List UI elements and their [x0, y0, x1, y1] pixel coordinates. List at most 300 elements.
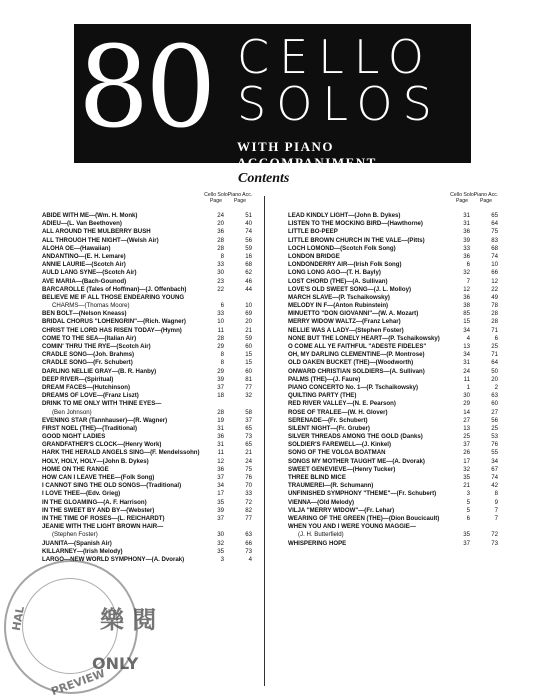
- contents-entry: [288, 237, 502, 245]
- piano-page-number: 8: [494, 490, 498, 498]
- piano-page-number: 10: [245, 302, 252, 310]
- entry-title: FIRST NOEL (THE)—(Traditional): [42, 424, 138, 432]
- piano-page-number: 4: [248, 555, 252, 563]
- watermark-chars: 樂 閱: [100, 606, 157, 634]
- entry-title: WHISPERING HOPE: [288, 539, 347, 547]
- piano-page-number: 71: [491, 326, 498, 334]
- piano-page-number: 73: [491, 539, 498, 547]
- cello-page-number: 8: [220, 359, 224, 367]
- entry-title: ANDANTINO—(E. H. Lemare): [42, 252, 126, 260]
- contents-entry: [42, 441, 256, 449]
- title-number: 80: [78, 23, 213, 153]
- piano-page-number: 32: [245, 392, 252, 400]
- cello-page-number: 11: [463, 375, 470, 383]
- entry-title: LOVE'S OLD SWEET SONG—(J. L. Molloy): [288, 285, 411, 293]
- contents-entry: [42, 351, 256, 359]
- piano-page-number: 60: [491, 400, 498, 408]
- piano-page-number: 44: [245, 285, 252, 293]
- entry-title: ALL AROUND THE MULBERRY BUSH: [42, 228, 151, 236]
- cello-page-number: 17: [463, 457, 470, 465]
- entry-title: HOLY, HOLY, HOLY—(John B. Dykes): [42, 457, 149, 465]
- entry-title: DREAM FACES—(Hutchinson): [42, 383, 131, 391]
- cello-page-number: 8: [220, 252, 224, 260]
- contents-entry: [288, 261, 502, 269]
- contents-entry: [42, 359, 256, 367]
- contents-entry: [42, 212, 256, 220]
- entry-title: DREAMS OF LOVE—(Franz Liszt): [42, 392, 139, 400]
- contents-entry: [288, 286, 502, 294]
- entry-title: I LOVE THEE—(Edv. Grieg): [42, 490, 121, 498]
- contents-entry: [42, 253, 256, 261]
- piano-page-number: 67: [491, 465, 498, 473]
- cello-page-number: 14: [463, 408, 470, 416]
- cello-page-number: 12: [463, 285, 470, 293]
- contents-entry: [42, 294, 256, 302]
- entry-title: SOLDIER'S FAREWELL—(J. Kinkel): [288, 441, 392, 449]
- contents-entry: [42, 310, 256, 318]
- cello-page-number: 37: [217, 474, 224, 481]
- cello-page-number: 37: [463, 441, 470, 449]
- entry-title: LISTEN TO THE MOCKING BIRD—(Hawthorne): [288, 220, 423, 228]
- entry-title: (J. H. Butterfield): [298, 531, 344, 539]
- piano-page-number: 15: [245, 359, 252, 367]
- contents-entry: [42, 261, 256, 269]
- cello-page-number: 36: [463, 252, 470, 260]
- entry-title: AVE MARIA—(Bach-Gounod): [42, 277, 127, 285]
- contents-entry: [288, 540, 502, 548]
- entry-title: WEARING OF THE GREEN (THE)—(Dion Boucicault): [288, 514, 440, 522]
- entry-title: RED RIVER VALLEY—(N. E. Pearson): [288, 400, 396, 408]
- piano-page-number: 77: [245, 383, 252, 391]
- piano-page-number: 66: [245, 539, 252, 547]
- contents-entry: [42, 318, 256, 326]
- piano-page-number: 9: [494, 498, 498, 506]
- entry-title: DARLING NELLIE GRAY—(B. R. Hanby): [42, 367, 157, 375]
- contents-entry: [288, 515, 502, 523]
- piano-page-number: 50: [491, 367, 498, 375]
- entry-title: IN THE TIME OF ROSES—(L. REICHARDT): [42, 514, 165, 522]
- cello-page-number: 26: [463, 449, 470, 457]
- entry-title: LEAD KINDLY LIGHT—(John B. Dykes): [288, 212, 401, 219]
- contents-entry: [288, 466, 502, 474]
- contents-entry: [42, 425, 256, 433]
- cello-page-number: 32: [217, 539, 224, 547]
- piano-page-number: 83: [491, 236, 498, 244]
- cello-page-number: 39: [463, 236, 470, 244]
- entry-title: (Stephen Foster): [52, 531, 98, 539]
- cello-page-number: 11: [217, 326, 224, 334]
- cello-page-number: 31: [217, 424, 224, 432]
- contents-entry: [288, 318, 502, 326]
- piano-page-number: 73: [245, 547, 252, 555]
- entry-title: EVENING STAR (Tannhauser)—(R. Wagner): [42, 416, 168, 424]
- cello-page-header: Cello Solo Page: [204, 192, 228, 204]
- cello-page-number: 1: [466, 383, 470, 391]
- cello-page-number: 6: [466, 514, 470, 522]
- cello-page-number: 13: [463, 424, 470, 432]
- piano-page-number: 56: [491, 416, 498, 424]
- contents-entry: [288, 269, 502, 277]
- entry-title: DEEP RIVER—(Spiritual): [42, 375, 114, 383]
- contents-column-right: [288, 192, 502, 548]
- piano-page-number: 20: [245, 318, 252, 326]
- piano-page-number: 75: [491, 228, 498, 236]
- piano-page-number: 60: [245, 343, 252, 350]
- cello-page-number: 20: [217, 220, 224, 228]
- entry-title: SWEET GENEVIEVE—(Henry Tucker): [288, 465, 396, 473]
- cello-page-number: 6: [220, 302, 224, 310]
- entry-title: SILVER THREADS AMONG THE GOLD (Danks): [288, 433, 423, 441]
- entry-title: JUANITA—(Spanish Air): [42, 539, 112, 547]
- contents-entry: [42, 269, 256, 277]
- piano-page-number: 25: [491, 343, 498, 350]
- piano-page-number: 60: [245, 367, 252, 375]
- cello-page-number: 31: [463, 359, 470, 367]
- piano-page-number: 58: [245, 408, 252, 416]
- entry-title: DRINK TO ME ONLY WITH THINE EYES—: [42, 400, 162, 408]
- cello-page-number: 33: [217, 261, 224, 269]
- entry-title: SILENT NIGHT—(Fr. Gruber): [288, 424, 370, 432]
- cello-page-number: 3: [466, 490, 470, 498]
- entry-title: CHRIST THE LORD HAS RISEN TODAY—(Hymn): [42, 326, 182, 334]
- entry-title: OH, MY DARLING CLEMENTINE—(P. Montrose): [288, 351, 425, 359]
- entry-title: UNFINISHED SYMPHONY "THEME"—(Fr. Schubert): [288, 490, 437, 498]
- contents-entry: [288, 278, 502, 286]
- entry-title: BELIEVE ME IF ALL THOSE ENDEARING YOUNG: [42, 293, 185, 301]
- piano-page-number: 62: [245, 269, 252, 277]
- entry-title: I CANNOT SING THE OLD SONGS—(Traditional): [42, 482, 182, 490]
- contents-entry: [288, 458, 502, 466]
- cello-page-number: 30: [463, 392, 470, 400]
- contents-entry: [288, 433, 502, 441]
- cello-page-number: 39: [217, 506, 224, 514]
- piano-page-number: 59: [245, 334, 252, 342]
- entry-title: IN THE GLOAMING—(A. F. Harrison): [42, 498, 147, 506]
- entry-title: COME TO THE SEA—(Italian Air): [42, 334, 137, 342]
- contents-entry: [288, 523, 502, 531]
- contents-entry: [288, 441, 502, 449]
- cello-page-number: 5: [466, 498, 470, 506]
- piano-page-number: 63: [245, 531, 252, 539]
- entry-title: MERRY WIDOW WALTZ—(Franz Lehar): [288, 318, 401, 326]
- contents-entry: [288, 359, 502, 367]
- piano-page-number: 68: [491, 244, 498, 252]
- contents-entry: [42, 458, 256, 466]
- contents-entry: [288, 302, 502, 310]
- contents-entry: [42, 490, 256, 498]
- contents-entry: [42, 466, 256, 474]
- cello-page-number: 34: [463, 351, 470, 359]
- cello-page-number: 35: [217, 547, 224, 555]
- contents-entry: [288, 400, 502, 408]
- piano-page-number: 16: [245, 252, 252, 260]
- watermark-only: ONLY: [92, 654, 139, 673]
- contents-entry: [288, 499, 502, 507]
- piano-page-number: 77: [245, 514, 252, 522]
- piano-page-number: 78: [491, 302, 498, 310]
- entry-title: LONG LONG AGO—(T. H. Bayly): [288, 269, 381, 277]
- entry-title: ALOHA OE—(Hawaiian): [42, 244, 111, 252]
- entry-title: JEANIE WITH THE LIGHT BROWN HAIR—: [42, 523, 164, 531]
- contents-entry: [42, 368, 256, 376]
- contents-entry: [42, 220, 256, 228]
- contents-column-left: [42, 192, 256, 564]
- contents-entry: [42, 376, 256, 384]
- cello-page-number: 24: [463, 367, 470, 375]
- contents-entry: [42, 507, 256, 515]
- piano-page-number: 53: [491, 433, 498, 441]
- entry-title: (Ben Johnson): [52, 408, 92, 416]
- contents-entry: [42, 335, 256, 343]
- cello-page-number: 31: [463, 220, 470, 228]
- cello-page-number: 34: [217, 482, 224, 490]
- contents-entry: [42, 343, 256, 351]
- piano-page-number: 28: [491, 310, 498, 318]
- contents-entry: [42, 417, 256, 425]
- contents-entry: [288, 384, 502, 392]
- entry-title: OLD OAKEN BUCKET (THE)—(Woodworth): [288, 359, 414, 367]
- contents-entry: [288, 482, 502, 490]
- contents-entry: [288, 228, 502, 236]
- entry-title: LOCH LOMOND—(Scotch Folk Song): [288, 244, 396, 252]
- contents-entry: [288, 507, 502, 515]
- contents-entry: [288, 425, 502, 433]
- contents-entry: [42, 384, 256, 392]
- entry-title: MINUETTO "DON GIOVANNI"—(W. A. Mozart): [288, 310, 419, 318]
- contents-entry: [288, 245, 502, 253]
- contents-entry: [288, 368, 502, 376]
- contents-entry: [288, 212, 502, 220]
- entry-title: VILJA "MERRY WIDOW"—(Fr. Lehar): [288, 506, 395, 514]
- contents-entry: [42, 449, 256, 457]
- entry-title: CRADLE SONG—(Fr. Schubert): [42, 359, 133, 367]
- piano-page-number: 66: [491, 269, 498, 277]
- piano-page-number: 64: [491, 220, 498, 228]
- cello-page-number: 28: [217, 408, 224, 416]
- contents-entry: [42, 515, 256, 523]
- cello-page-number: 37: [217, 514, 224, 522]
- contents-entry: [42, 548, 256, 556]
- piano-page-number: 55: [491, 449, 498, 457]
- entry-title: LARGO—NEW WORLD SYMPHONY—(A. Dvorak): [42, 555, 185, 563]
- piano-page-number: 27: [491, 408, 498, 416]
- piano-page-number: 65: [245, 424, 252, 432]
- entry-title: VIENNA—(Old Melody): [288, 498, 355, 506]
- piano-page-number: 37: [245, 416, 252, 424]
- entry-title: PIANO CONCERTO No. 1—(P. Tschaikowsky): [288, 383, 419, 391]
- contents-entry: [288, 392, 502, 400]
- cello-page-header: Cello Solo Page: [450, 192, 474, 204]
- piano-page-number: 75: [245, 465, 252, 473]
- piano-page-number: 34: [491, 457, 498, 465]
- entry-title: PALMS (THE)—(J. Faure): [288, 375, 361, 383]
- column-header: [42, 192, 256, 212]
- piano-page-number: 68: [245, 261, 252, 269]
- cello-page-number: 39: [217, 375, 224, 383]
- entry-title: TRAUMEREI—(R. Schumann): [288, 482, 374, 490]
- entry-title: LOST CHORD (THE)—(A. Sullivan): [288, 277, 388, 285]
- cello-page-number: 21: [463, 482, 470, 490]
- contents-entry: [288, 417, 502, 425]
- cello-page-number: 28: [217, 236, 224, 244]
- cello-page-number: 27: [463, 416, 470, 424]
- contents-entry: [42, 245, 256, 253]
- cello-page-number: 5: [466, 506, 470, 514]
- piano-page-number: 7: [494, 514, 498, 522]
- cello-page-number: 3: [220, 555, 224, 563]
- cello-page-number: 12: [217, 457, 224, 465]
- piano-page-number: 42: [491, 482, 498, 490]
- entry-title: HOW CAN I LEAVE THEE—(Folk Song): [42, 474, 155, 481]
- piano-page-number: 69: [245, 310, 252, 318]
- piano-page-number: 6: [494, 334, 498, 342]
- piano-page-number: 21: [245, 326, 252, 334]
- cello-page-number: 33: [217, 310, 224, 318]
- piano-page-number: 59: [245, 244, 252, 252]
- cello-page-number: 15: [463, 318, 470, 326]
- entry-title: ONWARD CHRISTIAN SOLDIERS—(A. Sullivan): [288, 367, 425, 375]
- piano-page-number: 81: [245, 375, 252, 383]
- cello-page-number: 19: [217, 416, 224, 424]
- contents-entry: [42, 237, 256, 245]
- piano-page-number: 74: [491, 474, 498, 481]
- entry-title: ADIEU—(L. Van Beethoven): [42, 220, 122, 228]
- piano-page-number: 25: [491, 424, 498, 432]
- contents-entry: [42, 499, 256, 507]
- cello-page-number: 29: [217, 343, 224, 350]
- piano-page-number: 20: [491, 375, 498, 383]
- cello-page-number: 36: [217, 228, 224, 236]
- title-subtitle: WITH PIANO ACCOMPANIMENT: [237, 139, 377, 170]
- cello-page-number: 36: [217, 433, 224, 441]
- contents-heading: Contents: [238, 171, 290, 186]
- cello-page-number: 32: [463, 269, 470, 277]
- entry-title: SONGS MY MOTHER TAUGHT ME—(A. Dvorak): [288, 457, 425, 465]
- piano-page-number: 12: [491, 277, 498, 285]
- entry-title: IN THE SWEET BY AND BY—(Webster): [42, 506, 155, 514]
- contents-entry: [42, 482, 256, 490]
- stamp-text-bottom: PREVIEW: [49, 666, 107, 699]
- contents-entry: [288, 409, 502, 417]
- cello-page-number: 34: [463, 326, 470, 334]
- entry-title: AULD LANG SYNE—(Scotch Air): [42, 269, 137, 277]
- contents-entry: [288, 335, 502, 343]
- entry-title: GRANDFATHER'S CLOCK—(Henry Work): [42, 441, 162, 449]
- entry-title: LONDON BRIDGE: [288, 252, 340, 260]
- entry-title: WHEN YOU AND I WERE YOUNG MAGGIE—: [288, 523, 416, 531]
- contents-entry: [288, 294, 502, 302]
- piano-page-number: 73: [245, 433, 252, 441]
- cello-page-number: 35: [463, 474, 470, 481]
- column-header: [288, 192, 502, 212]
- piano-page-number: 46: [245, 277, 252, 285]
- piano-page-number: 51: [245, 212, 252, 219]
- contents-entry: [288, 310, 502, 318]
- entry-title: SONG OF THE VOLGA BOATMAN: [288, 449, 386, 457]
- entry-title: THREE BLIND MICE: [288, 474, 346, 481]
- piano-page-number: 70: [245, 482, 252, 490]
- entry-title: LONDONDERRY AIR—(Irish Folk Song): [288, 261, 402, 269]
- piano-page-number: 71: [491, 351, 498, 359]
- contents-entry: [42, 400, 256, 408]
- piano-page-number: 65: [491, 212, 498, 219]
- cello-page-number: 29: [217, 367, 224, 375]
- piano-page-number: 74: [491, 252, 498, 260]
- piano-page-number: 7: [494, 506, 498, 514]
- entry-title: LITTLE BROWN CHURCH IN THE VALE—(Pitts): [288, 236, 425, 244]
- piano-page-number: 22: [491, 285, 498, 293]
- piano-page-header: Piano Acc. Page: [473, 192, 499, 204]
- contents-entry: [42, 433, 256, 441]
- piano-page-number: 63: [491, 392, 498, 400]
- cello-page-number: 23: [217, 277, 224, 285]
- cello-page-number: 37: [217, 383, 224, 391]
- stamp-text-left: HAL: [9, 605, 27, 632]
- cello-page-number: 36: [463, 293, 470, 301]
- entry-title: SERENADE—(Fr. Schubert): [288, 416, 368, 424]
- cello-page-number: 85: [463, 310, 470, 318]
- entry-title: NONE BUT THE LONELY HEART—(P. Tschaikowsky): [288, 334, 440, 342]
- cello-page-number: 18: [217, 392, 224, 400]
- entry-title: ROSE OF TRALEE—(W. H. Glover): [288, 408, 388, 416]
- contents-entry: [42, 523, 256, 531]
- contents-entry: [288, 220, 502, 228]
- contents-entry: [42, 302, 256, 310]
- cello-page-number: 31: [217, 441, 224, 449]
- contents-entry: [288, 376, 502, 384]
- entry-title: BARCAROLLE (Tales of Hoffman)—(J. Offenbach): [42, 285, 187, 293]
- piano-page-number: 40: [245, 220, 252, 228]
- piano-page-number: 10: [491, 261, 498, 269]
- contents-entry: [288, 253, 502, 261]
- cello-page-number: 37: [463, 539, 470, 547]
- entry-title: BRIDAL CHORUS "LOHENGRIN"—(Rich. Wagner): [42, 318, 186, 326]
- entry-title: COMIN' THRU THE RYE—(Scotch Air): [42, 343, 151, 350]
- entry-title: MELODY IN F—(Anton Rubinstein): [288, 302, 389, 310]
- piano-page-number: 28: [491, 318, 498, 326]
- contents-entry: [42, 278, 256, 286]
- contents-entry: [42, 228, 256, 236]
- piano-page-number: 49: [491, 293, 498, 301]
- piano-page-number: 56: [245, 236, 252, 244]
- contents-entry: [288, 327, 502, 335]
- contents-entry: [42, 531, 256, 539]
- cello-page-number: 13: [463, 343, 470, 350]
- piano-page-number: 64: [491, 359, 498, 367]
- entry-title: NELLIE WAS A LADY—(Stephen Foster): [288, 326, 404, 334]
- contents-entry: [42, 286, 256, 294]
- cello-page-number: 4: [466, 334, 470, 342]
- entry-title: GOOD NIGHT LADIES: [42, 433, 106, 441]
- title-line-2: SOLOS: [237, 77, 442, 131]
- cello-page-number: 36: [217, 465, 224, 473]
- piano-page-number: 21: [245, 449, 252, 457]
- cello-page-number: 30: [217, 531, 224, 539]
- cello-page-number: 32: [463, 465, 470, 473]
- cello-page-number: 28: [217, 334, 224, 342]
- title-line-1: CELLO: [237, 30, 435, 84]
- cello-page-number: 22: [217, 285, 224, 293]
- piano-page-number: 76: [491, 441, 498, 449]
- contents-entry: [42, 409, 256, 417]
- cello-page-number: 10: [217, 318, 224, 326]
- cello-page-number: 25: [463, 433, 470, 441]
- contents-entry: [288, 449, 502, 457]
- entry-title: ANNIE LAURIE—(Scotch Air): [42, 261, 126, 269]
- cello-page-number: 36: [463, 228, 470, 236]
- cello-page-number: 8: [220, 351, 224, 359]
- piano-page-number: 82: [245, 506, 252, 514]
